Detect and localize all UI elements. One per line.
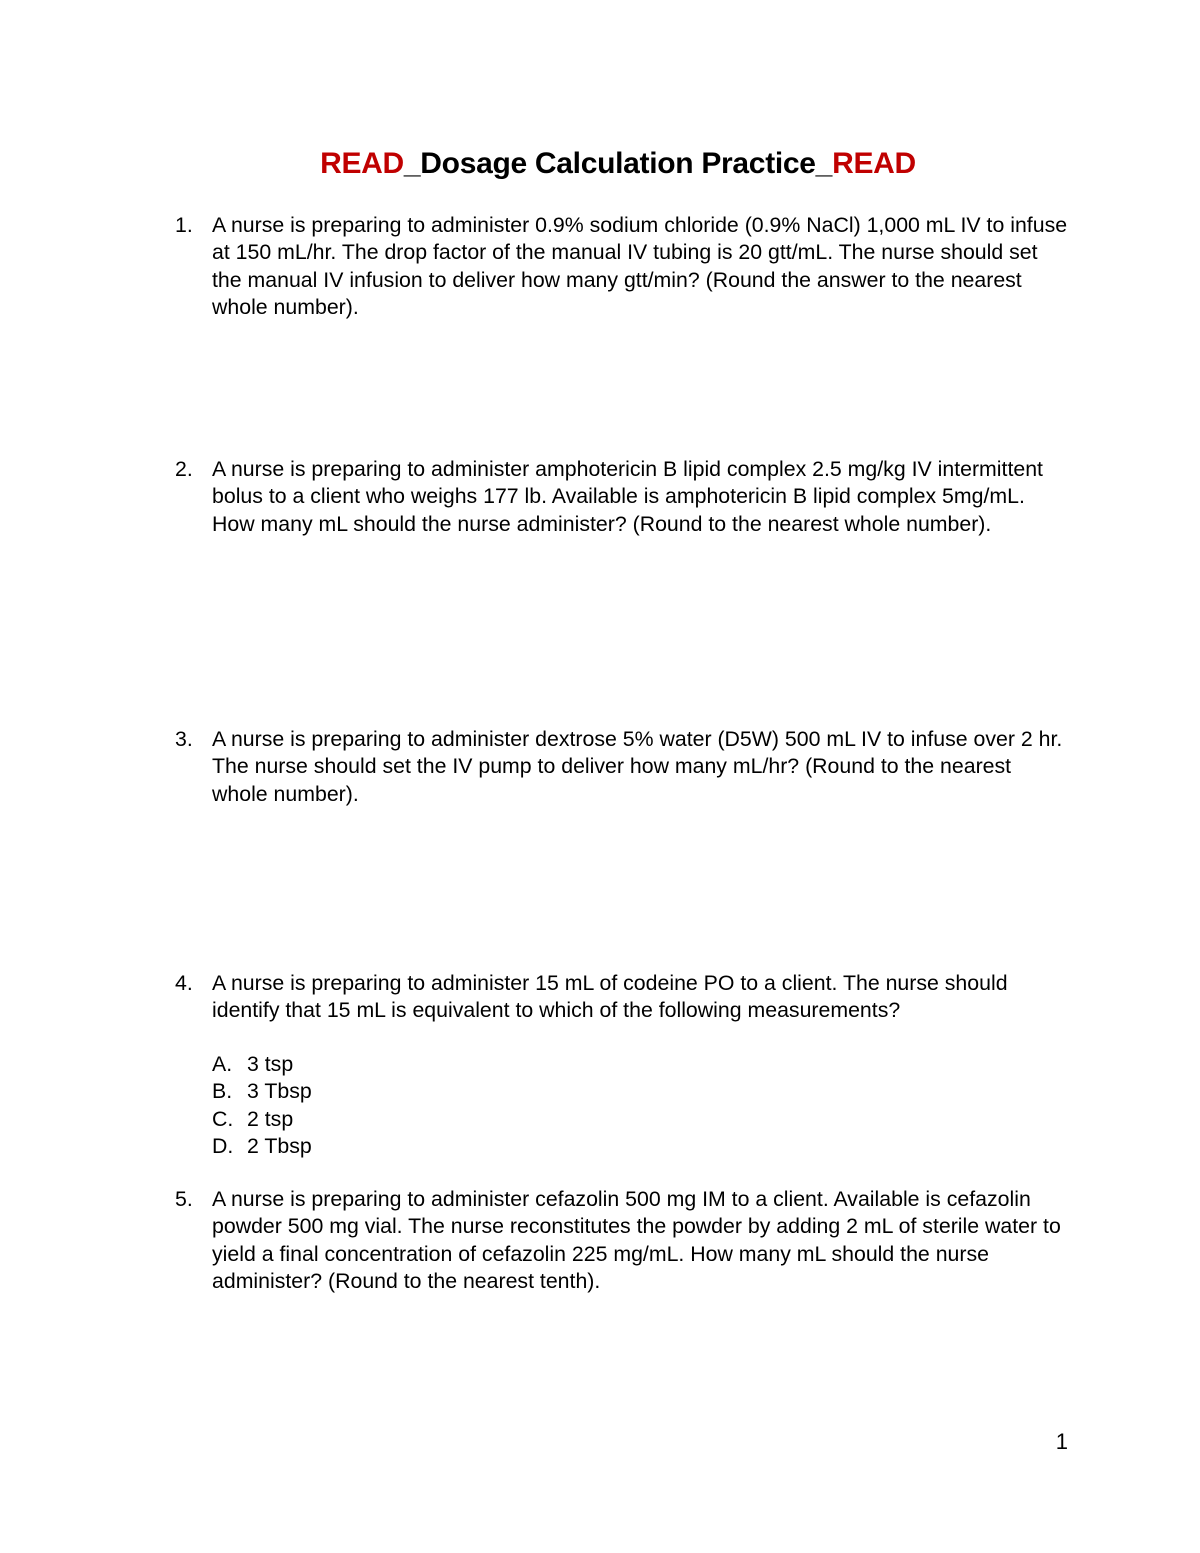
title-prefix: READ bbox=[320, 147, 404, 180]
choice-letter: C. bbox=[212, 1106, 234, 1131]
choice-letter: D. bbox=[212, 1133, 234, 1158]
question-text: A nurse is preparing to administer cefazolin 500 mg IM to a client. Available is cefazolin powder 500 mg vial. The nurse reconstitutes the powder by adding 2 mL of sterile water to yield a final concentration of cefazolin 225 mg/mL. How many mL should the nurse administer? (Round to the nearest tenth). bbox=[212, 1187, 1061, 1293]
question-text: A nurse is preparing to administer amphotericin B lipid complex 2.5 mg/kg IV intermittent bolus to a client who weighs 177 lb. Available is amphotericin B lipid complex 5mg/mL. How many mL should the nurse administer? (Round to the nearest whole number). bbox=[212, 457, 1043, 536]
question-number: 2. bbox=[175, 457, 193, 481]
question-text: A nurse is preparing to administer dextrose 5% water (D5W) 500 mL IV to infuse over 2 hr. The nurse should set the IV pump to deliver how many mL/hr? (Round to the nearest whole number). bbox=[212, 727, 1063, 806]
page-number: 1 bbox=[1055, 1429, 1068, 1454]
choice-letter: A. bbox=[212, 1052, 233, 1076]
choice-text: 3 tsp bbox=[247, 1052, 294, 1076]
choice-letter: B. bbox=[212, 1079, 233, 1104]
question-number: 5. bbox=[175, 1187, 193, 1211]
choice-text: 2 Tbsp bbox=[247, 1133, 312, 1158]
question-text: A nurse is preparing to administer 15 mL of codeine PO to a client. The nurse should identify that 15 mL is equivalent to which of the following measurements? bbox=[212, 971, 1008, 1023]
title-main: _Dosage Calculation Practice_ bbox=[403, 147, 833, 180]
page-title bbox=[0, 146, 1200, 182]
title-suffix: READ bbox=[832, 147, 916, 180]
question-number: 4. bbox=[175, 971, 193, 995]
question-number: 3. bbox=[175, 727, 193, 751]
choice-text: 2 tsp bbox=[247, 1106, 294, 1131]
question-number: 1. bbox=[175, 213, 193, 237]
choice-text: 3 Tbsp bbox=[247, 1079, 312, 1104]
question-text: A nurse is preparing to administer 0.9% sodium chloride (0.9% NaCl) 1,000 mL IV to infuse at 150 mL/hr. The drop factor of the manual IV tubing is 20 gtt/mL. The nurse should set the manual IV infusion to deliver how many gtt/min? (Round the answer to the nearest whole number). bbox=[212, 213, 1068, 319]
